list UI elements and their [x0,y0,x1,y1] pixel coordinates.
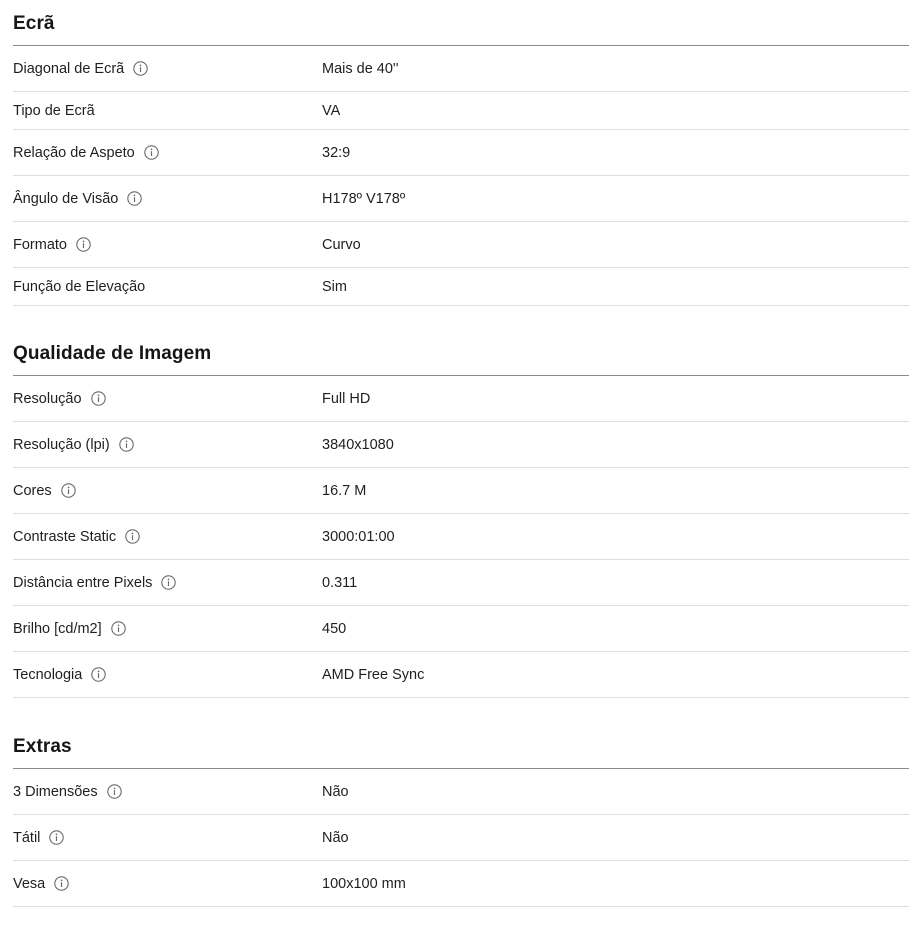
info-icon[interactable] [119,437,134,452]
info-icon[interactable] [91,391,106,406]
spec-label [13,876,322,892]
spec-label [13,437,322,453]
info-icon[interactable] [107,784,122,799]
spec-label-text: Tipo de Ecrã [13,102,95,119]
spec-value: H178º V178º [322,190,406,207]
spec-label [13,529,322,545]
spec-row-angulo [13,176,909,222]
spec-label [13,830,322,846]
spec-row-diagonal [13,46,909,92]
spec-value: 32:9 [322,144,351,161]
spec-label [13,237,322,253]
spec-value: 3000:01:00 [322,528,395,545]
spec-label [13,391,322,407]
spec-value: Não [322,829,349,846]
spec-label [13,784,322,800]
spec-row-brilho [13,606,909,652]
spec-label-text: Contraste Static [13,528,117,545]
spec-value: 0.311 [322,574,358,591]
info-icon[interactable] [61,483,76,498]
spec-value: VA [322,102,341,119]
info-icon[interactable] [144,145,159,160]
info-icon[interactable] [91,667,106,682]
section-qualidade-imagem [13,329,909,698]
spec-label-text: Vesa [13,875,46,892]
info-icon[interactable] [161,575,176,590]
spec-label [13,145,322,161]
section-spacer [13,306,909,329]
info-icon[interactable] [54,876,69,891]
spec-row-3d [13,769,909,815]
spec-label [13,621,322,637]
spec-label [13,575,322,591]
spec-label-text: Resolução [13,390,82,407]
spec-label [13,667,322,683]
spec-label-text: Distância entre Pixels [13,574,153,591]
spec-row-resolucao [13,376,909,422]
spec-row-tecnologia [13,652,909,698]
info-icon[interactable] [133,61,148,76]
spec-value: 450 [322,620,347,637]
spec-label-text: Ângulo de Visão [13,190,119,207]
info-icon[interactable] [76,237,91,252]
spec-sheet [13,0,909,907]
info-icon[interactable] [125,529,140,544]
spec-row-contraste [13,514,909,560]
spec-row-relacao [13,130,909,176]
section-title: Extras [13,722,909,769]
spec-label [13,191,322,207]
spec-value: AMD Free Sync [322,666,425,683]
spec-label-text: Função de Elevação [13,278,146,295]
spec-row-tatil [13,815,909,861]
spec-value: Sim [322,278,347,295]
spec-label-text: Diagonal de Ecrã [13,60,125,77]
info-icon[interactable] [111,621,126,636]
spec-label [13,103,322,119]
section-extras [13,722,909,907]
section-title: Qualidade de Imagem [13,329,909,376]
spec-row-formato [13,222,909,268]
spec-row-tipo [13,92,909,130]
spec-row-distancia-pixels [13,560,909,606]
spec-label-text: Tátil [13,829,41,846]
spec-value: 100x100 mm [322,875,406,892]
section-ecra [13,0,909,306]
spec-label-text: Cores [13,482,52,499]
spec-value: Full HD [322,390,371,407]
spec-row-cores [13,468,909,514]
spec-label [13,61,322,77]
spec-row-vesa [13,861,909,907]
spec-label-text: Formato [13,236,67,253]
section-title: Ecrã [13,0,909,46]
spec-label [13,483,322,499]
spec-value: 3840x1080 [322,436,394,453]
spec-label-text: 3 Dimensões [13,783,98,800]
spec-value: Curvo [322,236,361,253]
spec-label-text: Relação de Aspeto [13,144,135,161]
info-icon[interactable] [127,191,142,206]
spec-label-text: Tecnologia [13,666,83,683]
spec-value: 16.7 M [322,482,367,499]
spec-label [13,279,322,295]
spec-label-text: Brilho [cd/m2] [13,620,102,637]
spec-label-text: Resolução (lpi) [13,436,110,453]
spec-value: Mais de 40'' [322,60,399,77]
section-spacer [13,698,909,722]
spec-row-elevacao [13,268,909,306]
info-icon[interactable] [49,830,64,845]
spec-value: Não [322,783,349,800]
spec-row-resolucao-lpi [13,422,909,468]
